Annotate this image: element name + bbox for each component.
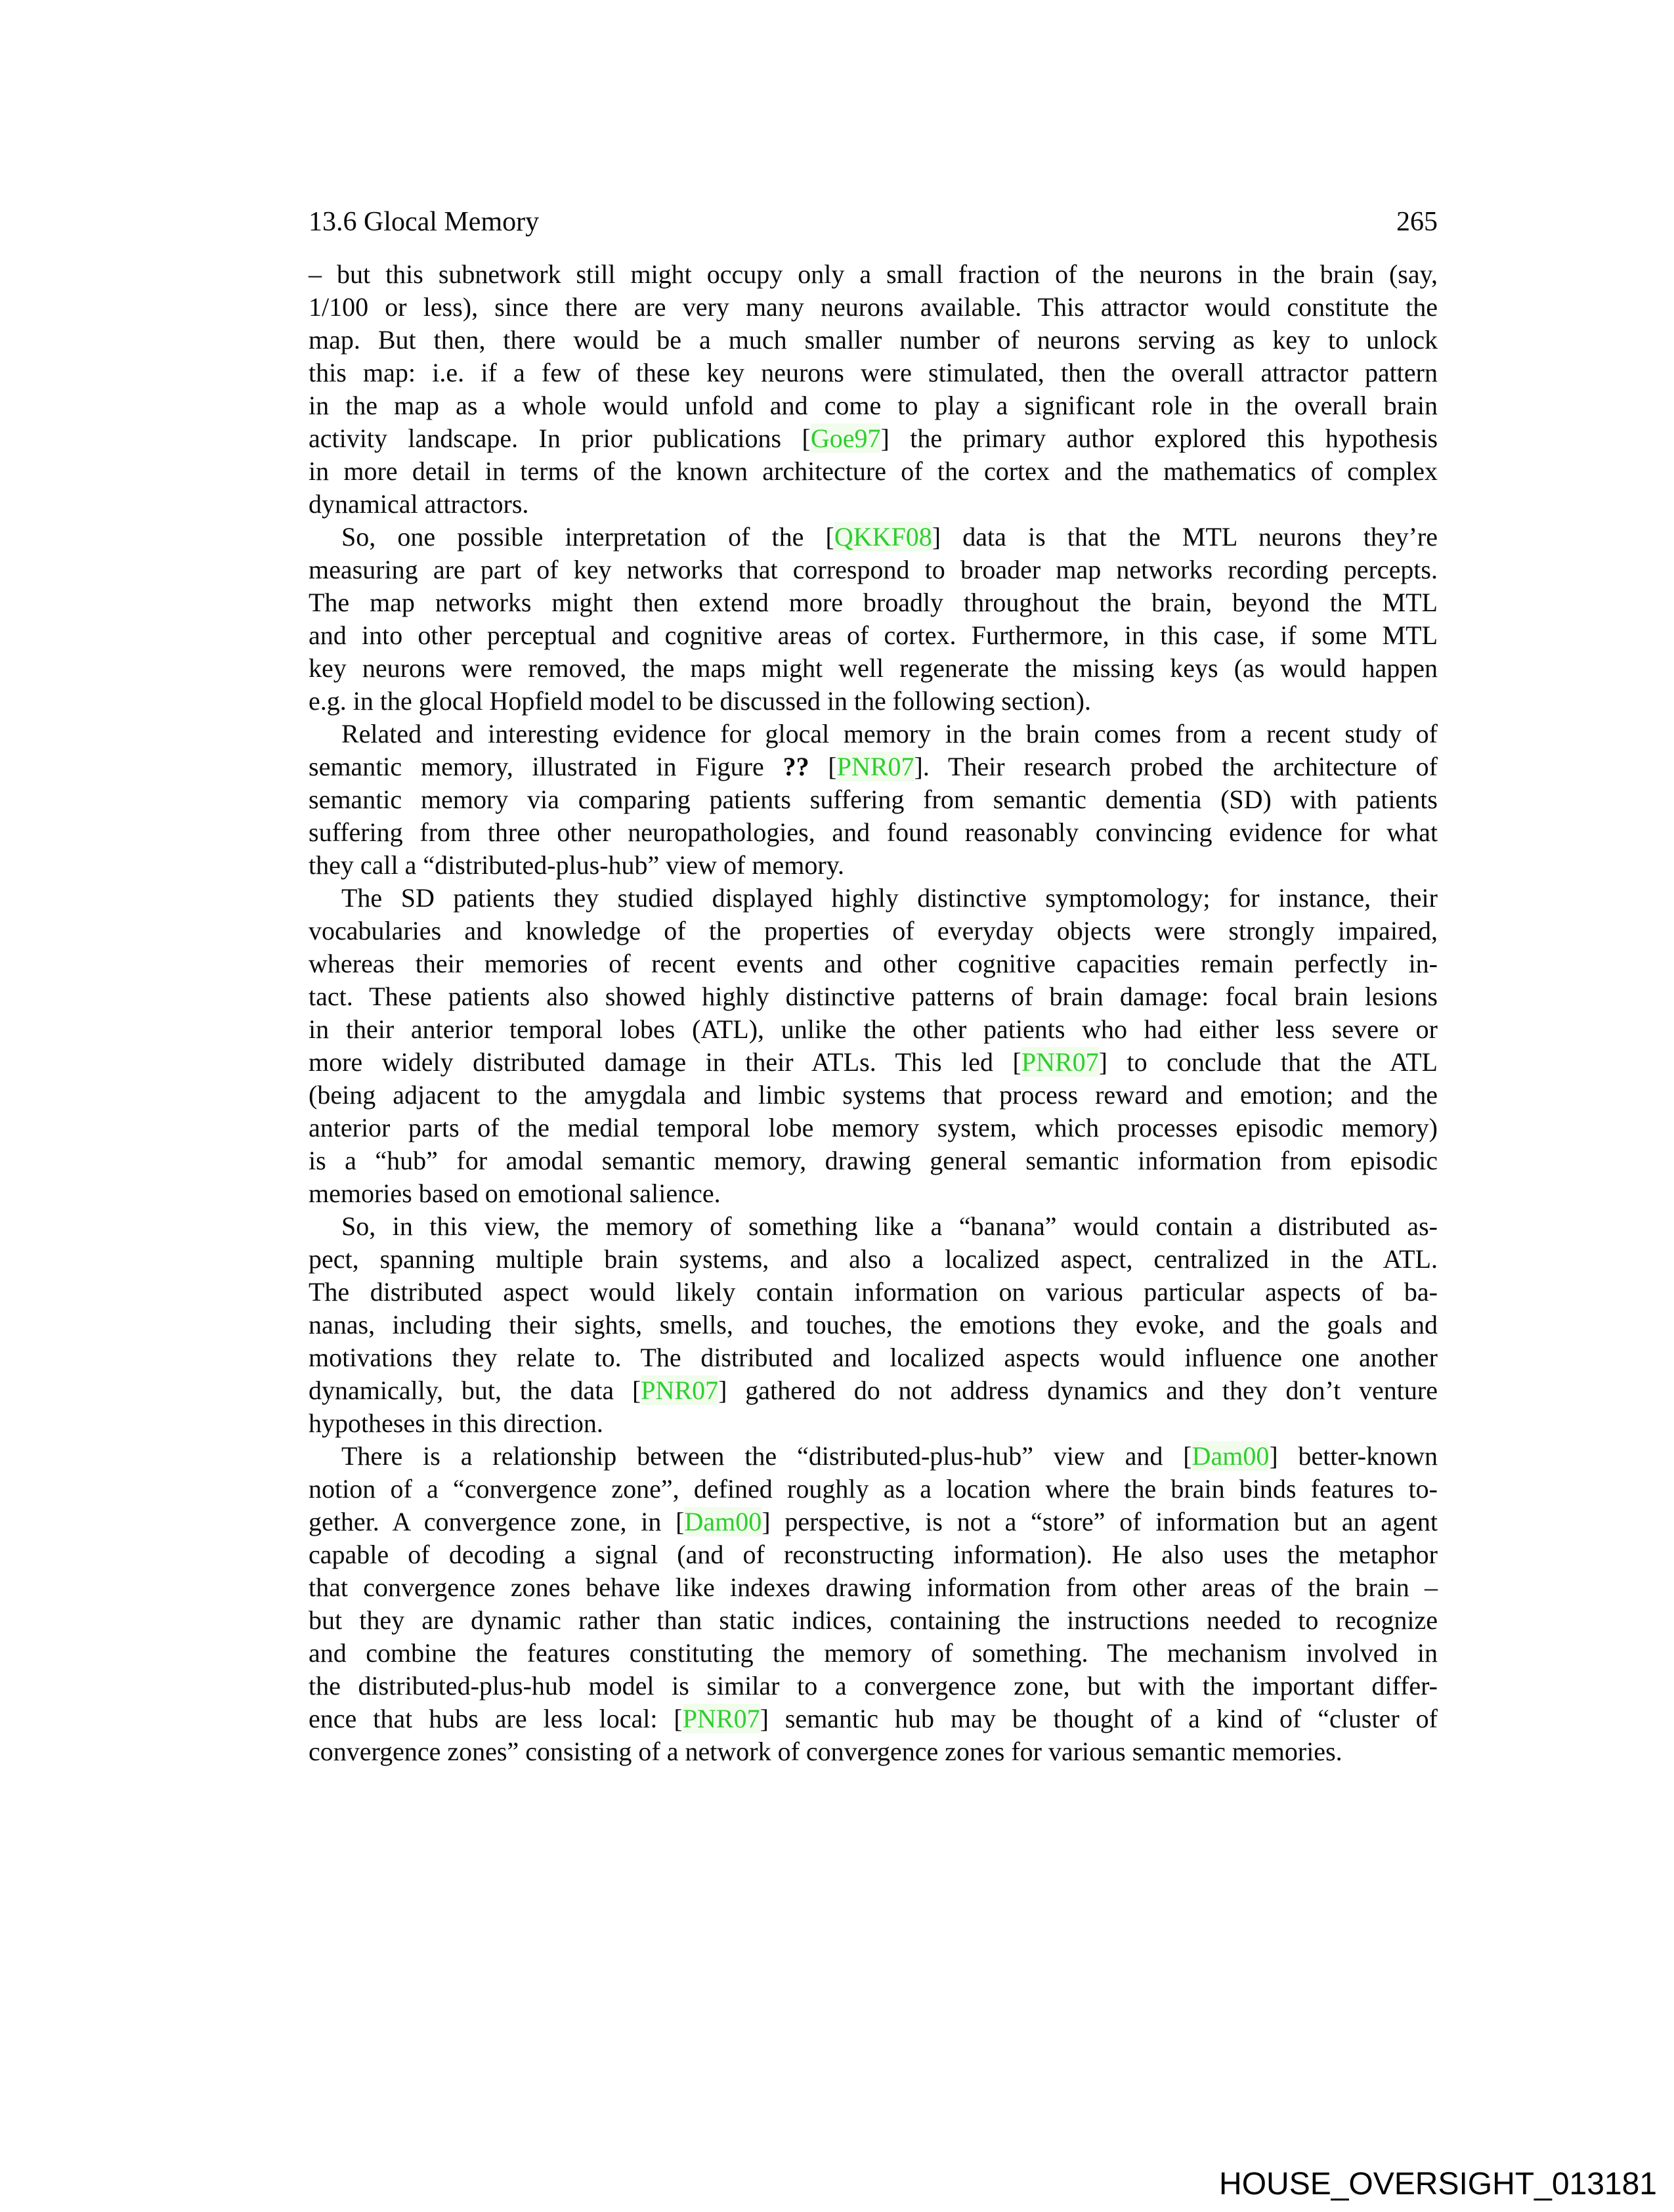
text-line: [309, 1046, 1438, 1079]
text-line: [309, 1341, 1438, 1374]
text-line: [309, 947, 1438, 980]
text-line: [309, 1210, 1438, 1243]
text-line: [309, 652, 1438, 685]
text-run: capable of decoding a signal (and of reconstructing information). He also uses the metaphor: [309, 1540, 1438, 1569]
text-run: ence that hubs are less local: [: [309, 1704, 683, 1733]
text-line: [309, 521, 1438, 553]
text-run: pect, spanning multiple brain systems, and also a localized aspect, centralized in the ATL.: [309, 1244, 1438, 1274]
text-run: ] the primary author explored this hypothesis: [880, 423, 1438, 453]
text-run: The distributed aspect would likely contain information on various particular aspects of ba-: [309, 1277, 1438, 1307]
text-line: [309, 324, 1438, 357]
text-line: [309, 1309, 1438, 1341]
text-run: vocabularies and knowledge of the properties of everyday objects were strongly impaired,: [309, 916, 1438, 945]
text-line: [309, 915, 1438, 947]
text-run: and into other perceptual and cognitive areas of cortex. Furthermore, in this case, if some MTL: [309, 620, 1438, 650]
citation-link[interactable]: PNR07: [836, 752, 914, 781]
text-line: [309, 1407, 1438, 1440]
citation-link[interactable]: Goe97: [810, 423, 881, 453]
running-head: [309, 206, 1438, 238]
text-run: ] gathered do not address dynamics and they don’t venture: [718, 1376, 1438, 1405]
text-run: ] perspective, is not a “store” of information but an agent: [762, 1507, 1438, 1536]
text-line: [309, 849, 1438, 882]
text-line: [309, 258, 1438, 291]
bates-stamp: HOUSE_OVERSIGHT_013181: [1219, 2167, 1657, 2201]
text-run: convergence zones” consisting of a network of convergence zones for various semantic memories.: [309, 1737, 1342, 1766]
text-line: [309, 1144, 1438, 1177]
section-title: 13.6 Glocal Memory: [309, 207, 540, 237]
text-run: [: [809, 752, 837, 781]
text-run: suffering from three other neuropathologies, and found reasonably convincing evidence for what: [309, 817, 1438, 847]
text-run: in their anterior temporal lobes (ATL), unlike the other patients who had either less severe or: [309, 1014, 1438, 1044]
text-line: [309, 1571, 1438, 1604]
text-run: this map: i.e. if a few of these key neurons were stimulated, then the overall attractor pattern: [309, 358, 1438, 387]
text-run: Related and interesting evidence for glocal memory in the brain comes from a recent study of: [341, 719, 1438, 748]
text-run: ] better-known: [1269, 1441, 1438, 1471]
text-run: ] semantic hub may be thought of a kind of “cluster of: [760, 1704, 1438, 1733]
text-run: hypotheses in this direction.: [309, 1408, 603, 1438]
text-line: [309, 389, 1438, 422]
text-line: [309, 750, 1438, 783]
text-line: [309, 685, 1438, 718]
text-line: [309, 1735, 1438, 1768]
text-run: map. But then, there would be a much smaller number of neurons serving as key to unlock: [309, 325, 1438, 355]
text-run: whereas their memories of recent events and other cognitive capacities remain perfectly in-: [309, 949, 1438, 978]
text-run: The map networks might then extend more broadly throughout the brain, beyond the MTL: [309, 588, 1438, 617]
citation-link[interactable]: PNR07: [641, 1376, 719, 1405]
text-line: [309, 1670, 1438, 1702]
text-line: [309, 422, 1438, 455]
text-line: [309, 1506, 1438, 1538]
text-run: The SD patients they studied displayed highly distinctive symptomology; for instance, their: [341, 883, 1438, 913]
text-line: [309, 1702, 1438, 1735]
text-run: semantic memory, illustrated in Figure: [309, 752, 783, 781]
text-line: [309, 1243, 1438, 1276]
text-line: [309, 488, 1438, 521]
text-run: nanas, including their sights, smells, and touches, the emotions they evoke, and the goals and: [309, 1310, 1438, 1339]
text-line: [309, 1079, 1438, 1112]
text-line: [309, 357, 1438, 389]
text-run: So, one possible interpretation of the [: [341, 522, 834, 552]
text-line: [309, 1276, 1438, 1309]
citation-link[interactable]: Dam00: [684, 1507, 762, 1536]
text-run: semantic memory via comparing patients suffering from semantic dementia (SD) with patients: [309, 785, 1438, 814]
text-run: – but this subnetwork still might occupy only a small fraction of the neurons in the brain (say,: [309, 259, 1438, 289]
text-line: [309, 586, 1438, 619]
missing-figure-ref: ??: [783, 752, 809, 781]
text-run: e.g. in the glocal Hopfield model to be discussed in the following section).: [309, 686, 1091, 716]
text-line: [309, 1374, 1438, 1407]
text-line: [309, 1637, 1438, 1670]
text-run: notion of a “convergence zone”, defined roughly as a location where the brain binds features to-: [309, 1474, 1438, 1504]
page-number: 265: [1396, 207, 1438, 237]
text-run: but they are dynamic rather than static indices, containing the instructions needed to recognize: [309, 1605, 1438, 1635]
text-run: 1/100 or less), since there are very many neurons available. This attractor would constitute the: [309, 292, 1438, 322]
citation-link[interactable]: Dam00: [1191, 1441, 1270, 1471]
text-run: anterior parts of the medial temporal lobe memory system, which processes episodic memory): [309, 1113, 1438, 1142]
paragraph: [309, 718, 1438, 882]
text-run: motivations they relate to. The distributed and localized aspects would influence one another: [309, 1343, 1438, 1372]
text-line: [309, 718, 1438, 750]
text-run: more widely distributed damage in their ATLs. This led [: [309, 1047, 1021, 1077]
text-run: There is a relationship between the “distributed-plus-hub” view and [: [341, 1441, 1192, 1471]
citation-link[interactable]: PNR07: [1021, 1047, 1099, 1077]
text-line: [309, 1440, 1438, 1473]
text-run: ] to conclude that the ATL: [1098, 1047, 1438, 1077]
text-run: measuring are part of key networks that correspond to broader map networks recording percepts.: [309, 555, 1438, 584]
page-body-text: [309, 258, 1438, 1768]
text-line: [309, 816, 1438, 849]
text-run: tact. These patients also showed highly distinctive patterns of brain damage: focal brain lesions: [309, 982, 1438, 1011]
paragraph: [309, 1440, 1438, 1768]
citation-link[interactable]: QKKF08: [834, 522, 932, 552]
citation-link[interactable]: PNR07: [682, 1704, 760, 1733]
text-line: [309, 980, 1438, 1013]
text-run: and combine the features constituting the memory of something. The mechanism involved in: [309, 1638, 1438, 1668]
text-line: [309, 783, 1438, 816]
text-run: So, in this view, the memory of something like a “banana” would contain a distributed as-: [341, 1211, 1438, 1241]
paragraph: [309, 258, 1438, 521]
text-run: activity landscape. In prior publications [: [309, 423, 811, 453]
paragraph: [309, 521, 1438, 718]
text-run: memories based on emotional salience.: [309, 1179, 721, 1208]
text-run: dynamically, but, the data [: [309, 1376, 641, 1405]
text-line: [309, 1473, 1438, 1506]
text-run: ] data is that the MTL neurons they’re: [932, 522, 1438, 552]
paragraph: [309, 1210, 1438, 1440]
text-run: in more detail in terms of the known architecture of the cortex and the mathematics of complex: [309, 456, 1438, 486]
text-line: [309, 553, 1438, 586]
text-run: dynamical attractors.: [309, 489, 529, 519]
text-line: [309, 1013, 1438, 1046]
text-run: is a “hub” for amodal semantic memory, drawing general semantic information from episodic: [309, 1146, 1438, 1175]
text-line: [309, 455, 1438, 488]
text-line: [309, 1177, 1438, 1210]
text-line: [309, 619, 1438, 652]
text-run: they call a “distributed-plus-hub” view of memory.: [309, 850, 845, 880]
text-line: [309, 882, 1438, 915]
text-line: [309, 1604, 1438, 1637]
text-run: key neurons were removed, the maps might well regenerate the missing keys (as would happen: [309, 653, 1438, 683]
text-run: the distributed-plus-hub model is similar to a convergence zone, but with the important differ-: [309, 1671, 1438, 1701]
paragraph: [309, 882, 1438, 1210]
text-run: (being adjacent to the amygdala and limbic systems that process reward and emotion; and the: [309, 1080, 1438, 1110]
text-line: [309, 1538, 1438, 1571]
text-run: that convergence zones behave like indexes drawing information from other areas of the brain –: [309, 1572, 1438, 1602]
text-run: ]. Their research probed the architecture of: [914, 752, 1438, 781]
text-line: [309, 1112, 1438, 1144]
text-run: gether. A convergence zone, in [: [309, 1507, 685, 1536]
text-run: in the map as a whole would unfold and come to play a significant role in the overall brain: [309, 391, 1438, 420]
text-line: [309, 291, 1438, 324]
